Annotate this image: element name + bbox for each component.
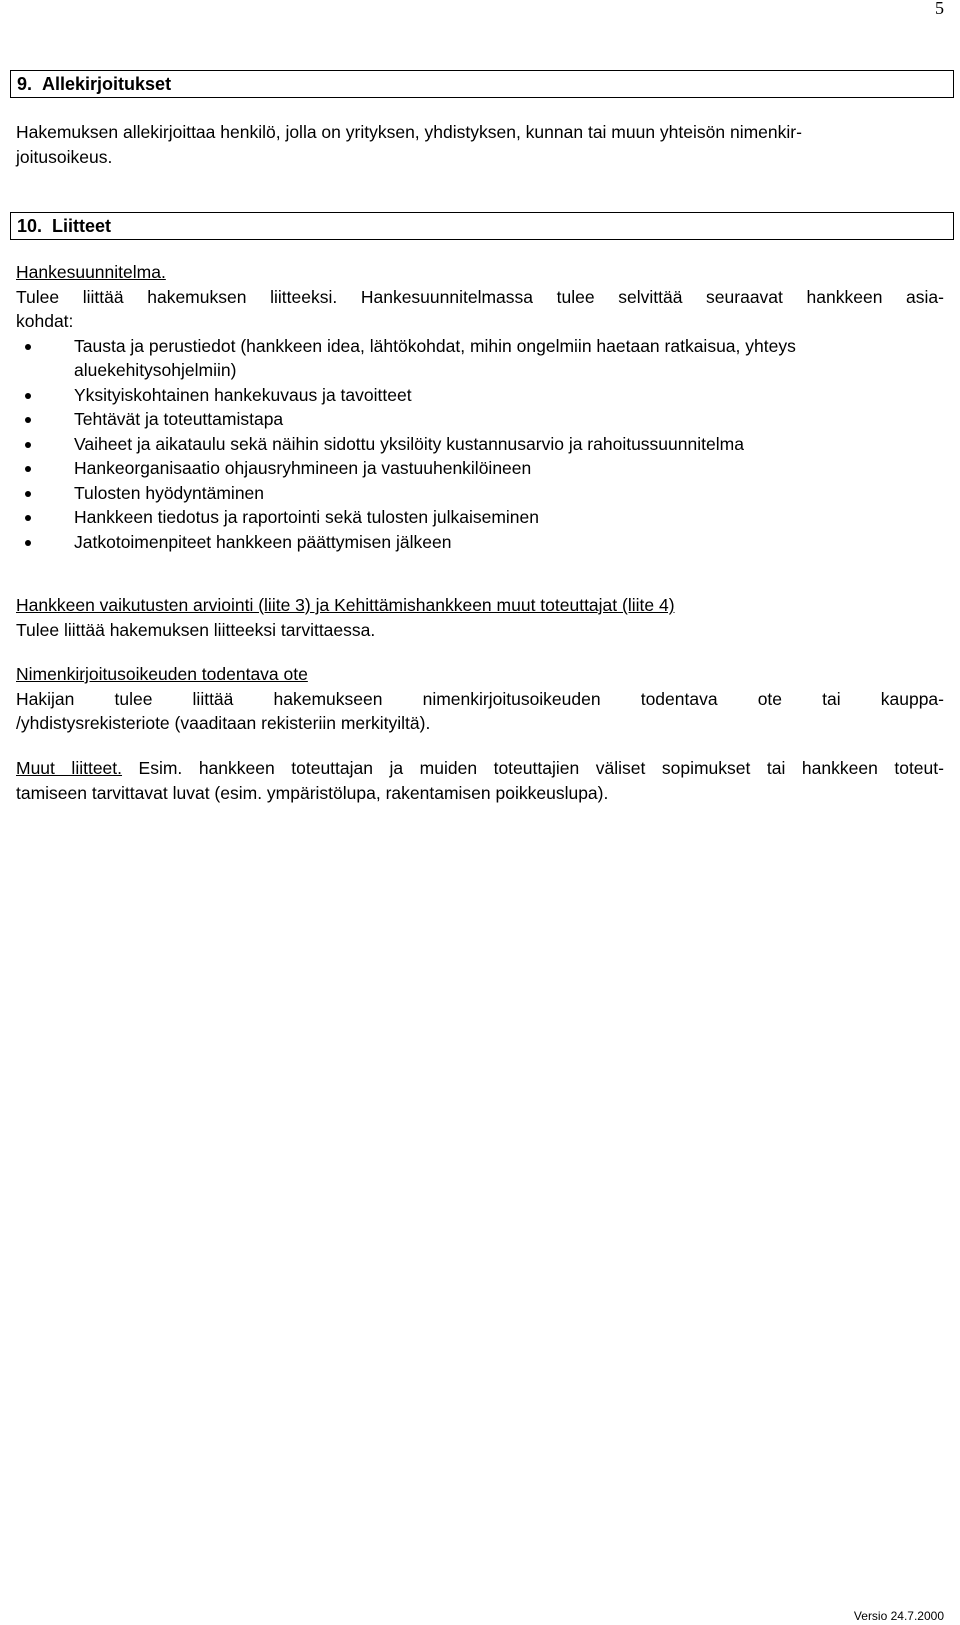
list-item-text: Tausta ja perustiedot (hankkeen idea, lähtökohdat, mihin ongelmiin haetaan ratkaisua, yhteys aluekehitysohjelmiin) <box>74 335 796 380</box>
section-heading-9 <box>10 70 954 98</box>
section-title: Liitteet <box>52 215 112 236</box>
muut-line: tamiseen tarvittavat luvat (esim. ympäristölupa, rakentamisen poikkeuslupa). <box>16 782 609 803</box>
list-item-text: Hankkeen tiedotus ja raportointi sekä tulosten julkaiseminen <box>74 507 539 527</box>
bullet-icon <box>25 417 31 423</box>
section-9-text <box>16 120 944 169</box>
list-item-text: Hankeorganisaatio ohjausryhmineen ja vastuuhenkilöineen <box>74 458 532 478</box>
bullet-icon <box>25 540 31 546</box>
section-number: 10. <box>17 215 43 236</box>
paragraph-line: Hakemuksen allekirjoittaa henkilö, jolla on yrityksen, yhdistyksen, kunnan tai muun yhteisön nimenkir- <box>16 122 802 142</box>
list-item <box>16 456 944 481</box>
bullet-icon <box>25 393 31 399</box>
vaikutukset-text: Tulee liittää hakemuksen liitteeksi tarvittaessa. <box>16 619 376 640</box>
section-title: Allekirjoitukset <box>42 73 172 94</box>
list-item <box>16 407 944 432</box>
section-number: 9. <box>17 73 33 94</box>
bullet-list <box>16 334 944 555</box>
list-item-text: Jatkotoimenpiteet hankkeen päättymisen jälkeen <box>74 531 452 552</box>
nimenkirjoitus-line: /yhdistysrekisteriote (vaaditaan rekisteriin merkityiltä). <box>16 713 431 733</box>
muut-heading: Muut liitteet. <box>16 758 123 778</box>
nimenkirjoitus-line: Hakijan tulee liittää hakemukseen nimenkirjoitusoikeuden todentava ote tai kauppa- <box>16 688 944 709</box>
list-item <box>16 481 944 506</box>
nimenkirjoitus-heading: Nimenkirjoitusoikeuden todentava ote <box>16 664 308 684</box>
nimenkirjoitus-block <box>16 662 944 736</box>
section-heading-10 <box>10 212 954 240</box>
intro-part: Hankesuunnitelmassa tulee selvittää seuraavat hankkeen asia- <box>360 286 944 307</box>
hankesuunnitelma-block <box>16 260 944 554</box>
hankesuunnitelma-intro <box>16 285 944 310</box>
list-item <box>16 432 944 457</box>
muut-first-line <box>16 756 944 781</box>
vaikutukset-heading: Hankkeen vaikutusten arviointi (liite 3) ja Kehittämishankkeen muut toteuttajat (liite 4) <box>16 595 675 615</box>
list-item-text: Tulosten hyödyntäminen <box>74 482 265 503</box>
bullet-icon <box>25 515 31 521</box>
version-footer: Versio 24.7.2000 <box>853 1609 944 1623</box>
list-item <box>16 505 944 530</box>
paragraph-line: joitusoikeus. <box>16 146 113 167</box>
bullet-icon <box>25 491 31 497</box>
vaikutukset-block <box>16 593 944 642</box>
list-item-text: Yksityiskohtainen hankekuvaus ja tavoitteet <box>74 384 412 405</box>
list-item <box>16 530 944 555</box>
muut-text: Esim. hankkeen toteuttajan ja muiden toteuttajien väliset sopimukset tai hankkeen toteut- <box>138 758 944 778</box>
bullet-icon <box>25 344 31 350</box>
list-item-text: Vaiheet ja aikataulu sekä näihin sidottu yksilöity kustannusarvio ja rahoitussuunnitelma <box>74 433 744 454</box>
intro-part: Tulee liittää hakemuksen liitteeksi. <box>16 286 338 307</box>
page-number: 5 <box>935 0 944 18</box>
list-item <box>16 383 944 408</box>
hankesuunnitelma-heading: Hankesuunnitelma. <box>16 262 166 282</box>
list-item <box>16 334 944 383</box>
bullet-icon <box>25 442 31 448</box>
muut-block <box>16 756 944 805</box>
bullet-icon <box>25 466 31 472</box>
list-item-text: Tehtävät ja toteuttamistapa <box>74 409 284 429</box>
intro-continuation: kohdat: <box>16 311 74 331</box>
